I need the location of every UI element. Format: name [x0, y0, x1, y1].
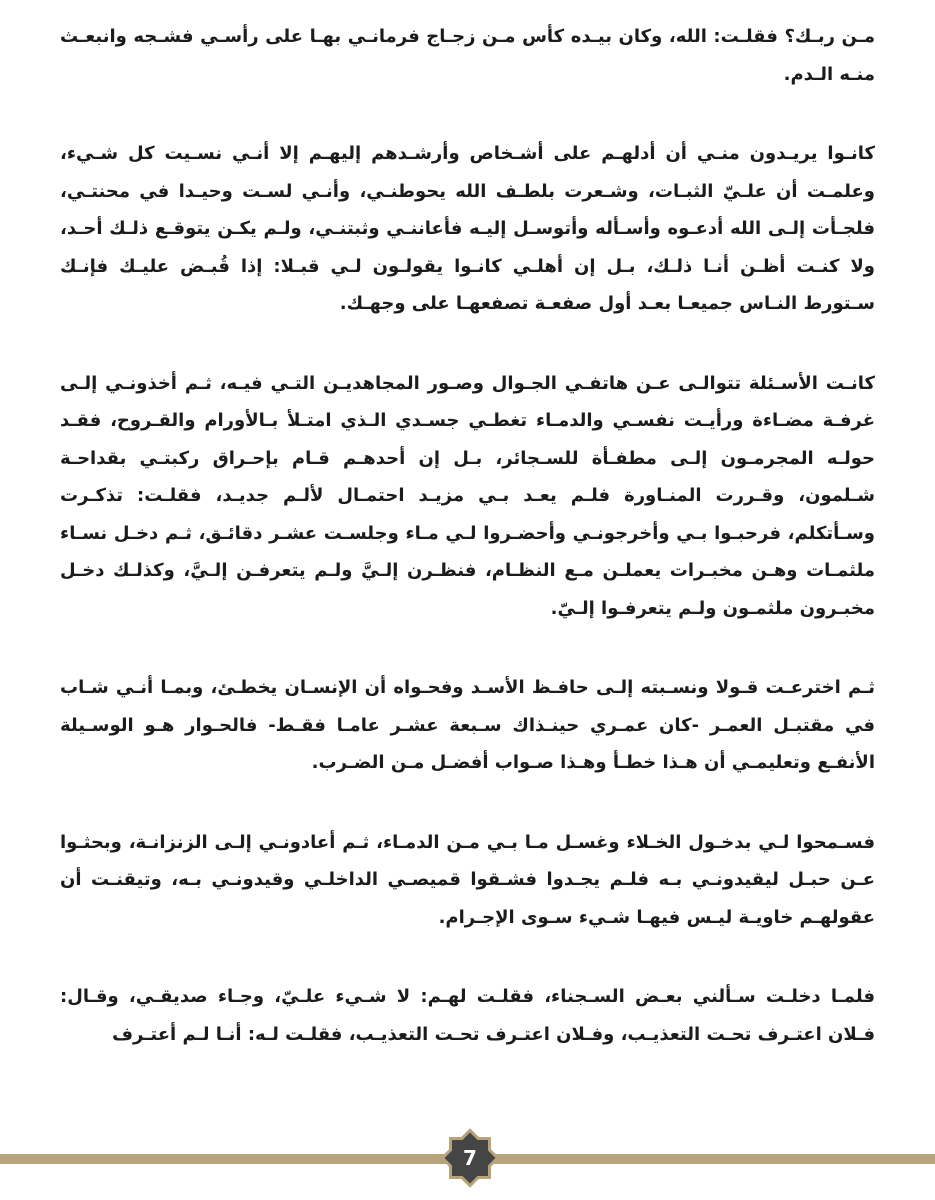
paragraph-6: فلمـا دخلـت سـألني بعـض السـجناء، فقلـت لهـم: لا شـيء علـيّ، وجـاء صديقـي، وقـال: فـلان اعتـرف تحـت التعذيـب، وفـلان اعتـرف تحـت التعذيـب، فقلـت لـه: أنـا لـم أعتـرف — [60, 986, 875, 1045]
page-body — [60, 18, 875, 1053]
page-number-badge — [438, 1126, 502, 1190]
page-number: 7 — [463, 1146, 477, 1170]
paragraph-2: كانـوا يريـدون منـي أن أدلهـم على أشـخاص وأرشـدهم إليهـم إلا أنـي نسـيت كل شـيء، وعلمـت أن علـيّ الثبـات، وشـعرت بلطـف الله يحوطنـي، وأنـي لسـت وحيـدا في محنتـي، فلجـأت إلـى الله أدعـوه وأسـأله وأتوسـل إليـه فأعاننـي وثبتنـي، ولـم يكـن يتوقـع ذلـك أحـد، ولا كنـت أظـن أنـا ذلـك، بـل إن أهلـي كانـوا يقولـون لـي قبـلا: إذا قُبـض عليـك فإنـك سـتورط النـاس جميعـا بعـد أول صفعـة تصفعهـا على وجهـك. — [60, 143, 875, 314]
paragraph-1: مـن ربـك؟ فقلـت: الله، وكان بيـده كأس مـن زجـاج فرمانـي بهـا على رأسـي فشـجه وانبعـث منـه الـدم. — [60, 26, 875, 85]
paragraph-3: كانـت الأسـئلة تتوالـى عـن هاتفـي الجـوال وصـور المجاهديـن التـي فيـه، ثـم أخذونـي إلـى غرفـة مضـاءة ورأيـت نفسـي والدمـاء تغطـي جسـدي الـذي امتـلأ بـالأورام والقـروح، فقـد حولـه المجرمـون إلـى مطفـأة للسـجائر، بـل إن أحدهـم قـام بإحـراق ركبتـي بقداحـة شـلمون، وقـررت المنـاورة فلـم يعـد بـي مزيـد احتمـال لألـم جديـد، فقلـت: تذكـرت وسـأتكلم، فرحبـوا بـي وأخرجونـي وأحضـروا لـي مـاء وجلسـت عشـر دقائـق، ثـم دخـل نسـاء ملثمـات وهـن مخبـرات يعملـن مـع النظـام، فنظـرن إلـيَّ ولـم يتعرفـن إلـيَّ، وكذلـك دخـل مخبـرون ملثمـون ولـم يتعرفـوا إلـيّ. — [60, 372, 875, 619]
paragraph-4: ثـم اخترعـت قـولا ونسـبته إلـى حافـظ الأسـد وفحـواه أن الإنسـان يخطـئ، وبمـا أنـي شـاب في مقتبـل العمـر -كان عمـري حينـذاك سـبعة عشـر عامـا فقـط- فالحـوار هـو الوسـيلة الأنفـع وتعليمـي أن هـذا خطـأ وهـذا صـواب أفضـل مـن الضـرب. — [60, 677, 875, 773]
paragraph-5: فسـمحوا لـي بدخـول الخـلاء وغسـل مـا بـي مـن الدمـاء، ثـم أعادونـي إلـى الزنزانـة، وبحثـوا عـن حبـل ليقيدونـي بـه فلـم يجـدوا فشـقوا قميصـي الداخلـي وقيدونـي بـه، وتيقنـت أن عقولهـم خاويـة ليـس فيهـا شـيء سـوى الإجـرام. — [60, 831, 875, 928]
